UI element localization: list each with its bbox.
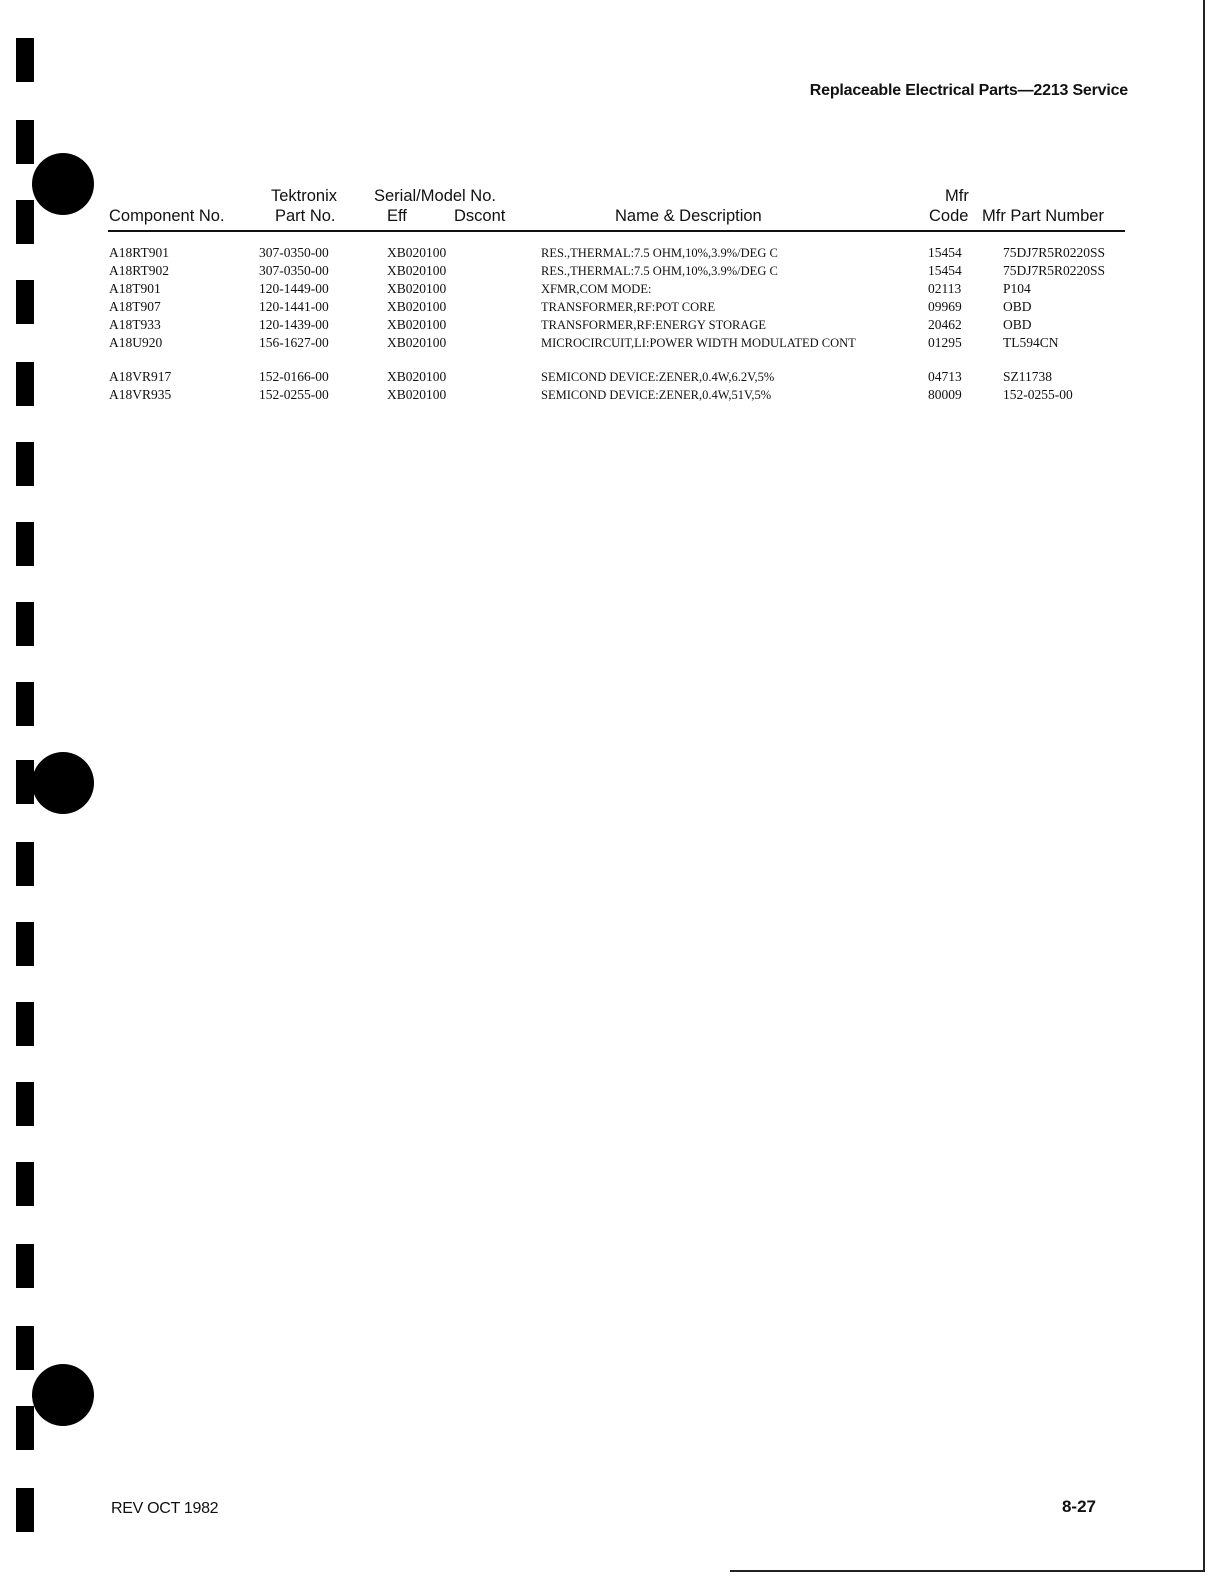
tektronix-part-number: 156-1627-00 <box>259 335 329 350</box>
binding-mark <box>16 120 34 164</box>
table-row <box>0 386 1220 404</box>
col-header-serial-model: Serial/Model No. <box>374 187 496 205</box>
binding-mark <box>16 602 34 646</box>
tektronix-part-number: 307-0350-00 <box>259 263 329 278</box>
binding-mark <box>16 200 34 244</box>
col-header-code: Code <box>929 207 969 225</box>
page-header-title: Replaceable Electrical Parts—2213 Service <box>809 82 1128 99</box>
binding-mark <box>16 1002 34 1046</box>
mfr-code: 80009 <box>928 387 962 402</box>
serial-eff: XB020100 <box>387 245 447 260</box>
binding-mark <box>16 682 34 726</box>
name-description: RES.,THERMAL:7.5 OHM,10%,3.9%/DEG C <box>541 246 778 260</box>
mfr-part-number: OBD <box>1003 317 1032 332</box>
component-number: A18RT901 <box>109 245 169 260</box>
header-rule <box>108 230 1125 232</box>
name-description: SEMICOND DEVICE:ZENER,0.4W,6.2V,5% <box>541 370 775 384</box>
col-header-dscont: Dscont <box>454 207 506 225</box>
mfr-part-number: SZ11738 <box>1003 369 1053 384</box>
mfr-part-number: TL594CN <box>1003 335 1059 350</box>
component-number: A18VR935 <box>109 387 172 402</box>
page-number: 8-27 <box>1061 1497 1096 1516</box>
table-row <box>0 262 1220 280</box>
mfr-code: 15454 <box>928 263 962 278</box>
component-number: A18U920 <box>109 335 163 350</box>
col-header-eff: Eff <box>387 207 407 225</box>
name-description: RES.,THERMAL:7.5 OHM,10%,3.9%/DEG C <box>541 264 778 278</box>
serial-eff: XB020100 <box>387 369 447 384</box>
col-header-tektronix: Tektronix <box>271 187 338 205</box>
serial-eff: XB020100 <box>387 263 447 278</box>
table-row <box>0 368 1220 386</box>
binding-hole <box>32 1364 94 1426</box>
table-row <box>0 298 1220 316</box>
binding-mark <box>16 842 34 886</box>
col-header-component: Component No. <box>109 207 225 225</box>
table-row <box>0 316 1220 334</box>
revision-date: REV OCT 1982 <box>111 1500 219 1517</box>
table-row <box>0 280 1220 298</box>
mfr-code: 20462 <box>928 317 962 332</box>
component-number: A18T901 <box>109 281 161 296</box>
mfr-part-number: 75DJ7R5R0220SS <box>1003 245 1106 260</box>
binding-mark <box>16 1326 34 1370</box>
binding-mark <box>16 1488 34 1532</box>
component-number: A18VR917 <box>109 369 172 384</box>
serial-eff: XB020100 <box>387 299 447 314</box>
serial-eff: XB020100 <box>387 281 447 296</box>
col-header-name-description: Name & Description <box>615 207 762 225</box>
tektronix-part-number: 152-0255-00 <box>259 387 329 402</box>
tektronix-part-number: 120-1439-00 <box>259 317 329 332</box>
name-description: SEMICOND DEVICE:ZENER,0.4W,51V,5% <box>541 388 772 402</box>
tektronix-part-number: 120-1441-00 <box>259 299 329 314</box>
name-description: XFMR,COM MODE: <box>541 282 652 296</box>
component-number: A18T907 <box>109 299 161 314</box>
mfr-code: 15454 <box>928 245 962 260</box>
tektronix-part-number: 307-0350-00 <box>259 245 329 260</box>
col-header-mfr: Mfr <box>945 187 969 205</box>
mfr-code: 04713 <box>928 369 962 384</box>
binding-mark <box>16 1406 34 1450</box>
mfr-part-number: 75DJ7R5R0220SS <box>1003 263 1106 278</box>
binding-hole <box>32 752 94 814</box>
mfr-code: 02113 <box>928 281 962 296</box>
tektronix-part-number: 152-0166-00 <box>259 369 329 384</box>
name-description: TRANSFORMER,RF:POT CORE <box>541 300 716 314</box>
component-number: A18T933 <box>109 317 161 332</box>
binding-mark <box>16 442 34 486</box>
mfr-code: 09969 <box>928 299 962 314</box>
table-row <box>0 334 1220 352</box>
mfr-part-number: 152-0255-00 <box>1003 387 1073 402</box>
binding-mark <box>16 1244 34 1288</box>
col-header-part-no: Part No. <box>275 207 336 225</box>
tektronix-part-number: 120-1449-00 <box>259 281 329 296</box>
binding-mark <box>16 38 34 82</box>
page-edge-bottom <box>730 1570 1205 1572</box>
serial-eff: XB020100 <box>387 335 447 350</box>
binding-mark <box>16 1082 34 1126</box>
mfr-part-number: P104 <box>1003 281 1031 296</box>
serial-eff: XB020100 <box>387 317 447 332</box>
component-number: A18RT902 <box>109 263 169 278</box>
serial-eff: XB020100 <box>387 387 447 402</box>
binding-mark <box>16 922 34 966</box>
table-row <box>0 244 1220 262</box>
name-description: TRANSFORMER,RF:ENERGY STORAGE <box>541 318 767 332</box>
mfr-code: 01295 <box>928 335 962 350</box>
col-header-mfr-part-number: Mfr Part Number <box>982 207 1104 225</box>
binding-mark <box>16 522 34 566</box>
binding-hole <box>32 153 94 215</box>
name-description: MICROCIRCUIT,LI:POWER WIDTH MODULATED CONT <box>541 336 856 350</box>
binding-mark <box>16 1162 34 1206</box>
mfr-part-number: OBD <box>1003 299 1032 314</box>
page-edge-right <box>1203 0 1205 1572</box>
